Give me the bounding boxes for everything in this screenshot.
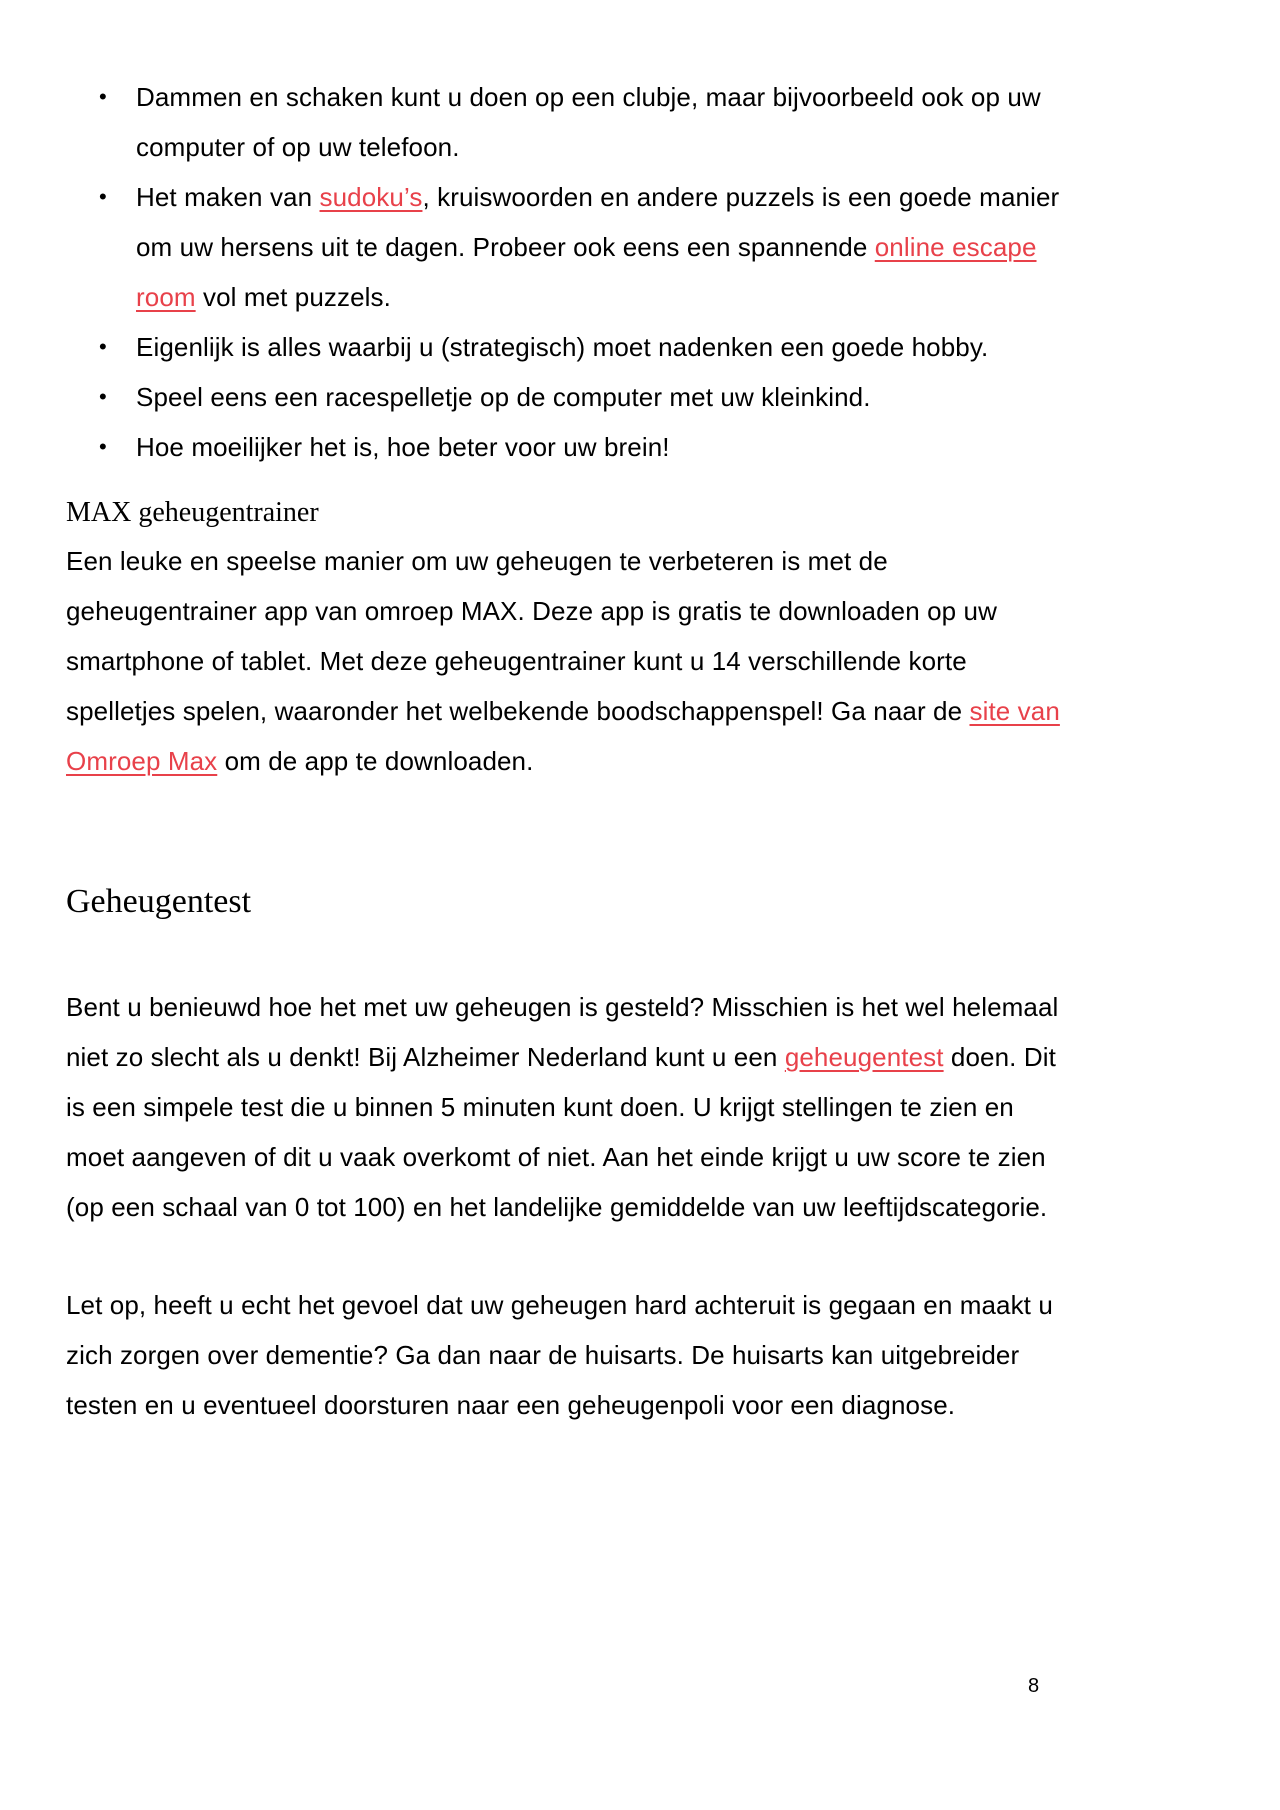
bullet-1-text-4: vol met puzzels. <box>195 282 391 312</box>
list-item-text <box>136 332 988 362</box>
bullet-1-text-0: Het maken van <box>136 182 320 212</box>
hobby-bullet-list <box>66 72 1076 472</box>
page-content <box>66 72 1076 1430</box>
spacer <box>66 1232 1076 1280</box>
bullet-2-text-0: Eigenlijk is alles waarbij u (strategisch) moet nadenken een goede hobby. <box>136 332 989 362</box>
para-max-link-1[interactable]: site van Omroep Max <box>66 696 1060 776</box>
list-item <box>66 322 1076 372</box>
spacer <box>66 926 1076 982</box>
bullet-icon: • <box>99 434 107 459</box>
paragraph-geheugentest-intro <box>66 982 1076 1232</box>
section-heading-geheugentest: Geheugentest <box>66 883 252 920</box>
paragraph-max-geheugentrainer <box>66 536 1076 786</box>
spacer <box>66 786 1076 878</box>
list-item <box>66 372 1076 422</box>
bullet-icon: • <box>99 84 107 109</box>
list-item <box>66 422 1076 472</box>
para-test-1-link-1[interactable]: geheugentest <box>784 1042 944 1072</box>
list-item-text <box>136 182 1059 312</box>
list-item <box>66 72 1076 172</box>
bullet-icon: • <box>99 334 107 359</box>
list-item-text <box>136 382 871 412</box>
page-number: 8 <box>1028 1675 1040 1697</box>
bullet-icon: • <box>99 184 107 209</box>
section-heading-max-geheugentrainer: MAX geheugentrainer <box>66 497 319 528</box>
para-max-text-0: Een leuke en speelse manier om uw geheugen te verbeteren is met de geheugentrainer app van omroep MAX. Deze app is gratis te downloaden op uw smartphone of tablet. Met deze geheugentrainer kunt u 14 verschillende korte spelletjes spelen, waaronder het welbekende boodschappenspel! Ga naar de <box>66 546 997 726</box>
spacer <box>66 472 1076 490</box>
bullet-0-text-0: Dammen en schaken kunt u doen op een clubje, maar bijvoorbeeld ook op uw computer of op uw telefoon. <box>136 82 1041 162</box>
para-test-1-text-0: Bent u benieuwd hoe het met uw geheugen is gesteld? Misschien is het wel helemaal niet zo slecht als u denkt! Bij Alzheimer Nederland kunt u een <box>66 992 1059 1072</box>
bullet-1-link-3[interactable]: online escape room <box>136 232 1037 312</box>
bullet-3-text-0: Speel eens een racespelletje op de computer met uw kleinkind. <box>136 382 871 412</box>
list-item-text <box>136 82 1041 162</box>
para-max-text-2: om de app te downloaden. <box>217 746 534 776</box>
para-test-1-text-2: doen. Dit is een simpele test die u binnen 5 minuten kunt doen. U krijgt stellingen te zien en moet aangeven of dit u vaak overkomt of niet. Aan het einde krijgt u uw score te zien (op een schaal van 0 tot 100) en het landelijke gemiddelde van uw leeftijdscategorie. <box>66 1042 1056 1222</box>
list-item <box>66 172 1076 322</box>
para-test-2-text-0: Let op, heeft u echt het gevoel dat uw geheugen hard achteruit is gegaan en maakt u zich zorgen over dementie? Ga dan naar de huisarts. De huisarts kan uitgebreider testen en u eventueel doorsturen naar een geheugenpoli voor een diagnose. <box>66 1290 1053 1420</box>
bullet-1-text-2: , kruiswoorden en andere puzzels is een goede manier om uw hersens uit te dagen. Probeer ook eens een spannende <box>136 182 1060 262</box>
bullet-icon: • <box>99 384 107 409</box>
paragraph-geheugentest-warning <box>66 1280 1076 1430</box>
bullet-1-link-1[interactable]: sudoku’s <box>319 182 423 212</box>
list-item-text <box>136 432 670 462</box>
bullet-4-text-0: Hoe moeilijker het is, hoe beter voor uw brein! <box>136 432 670 462</box>
